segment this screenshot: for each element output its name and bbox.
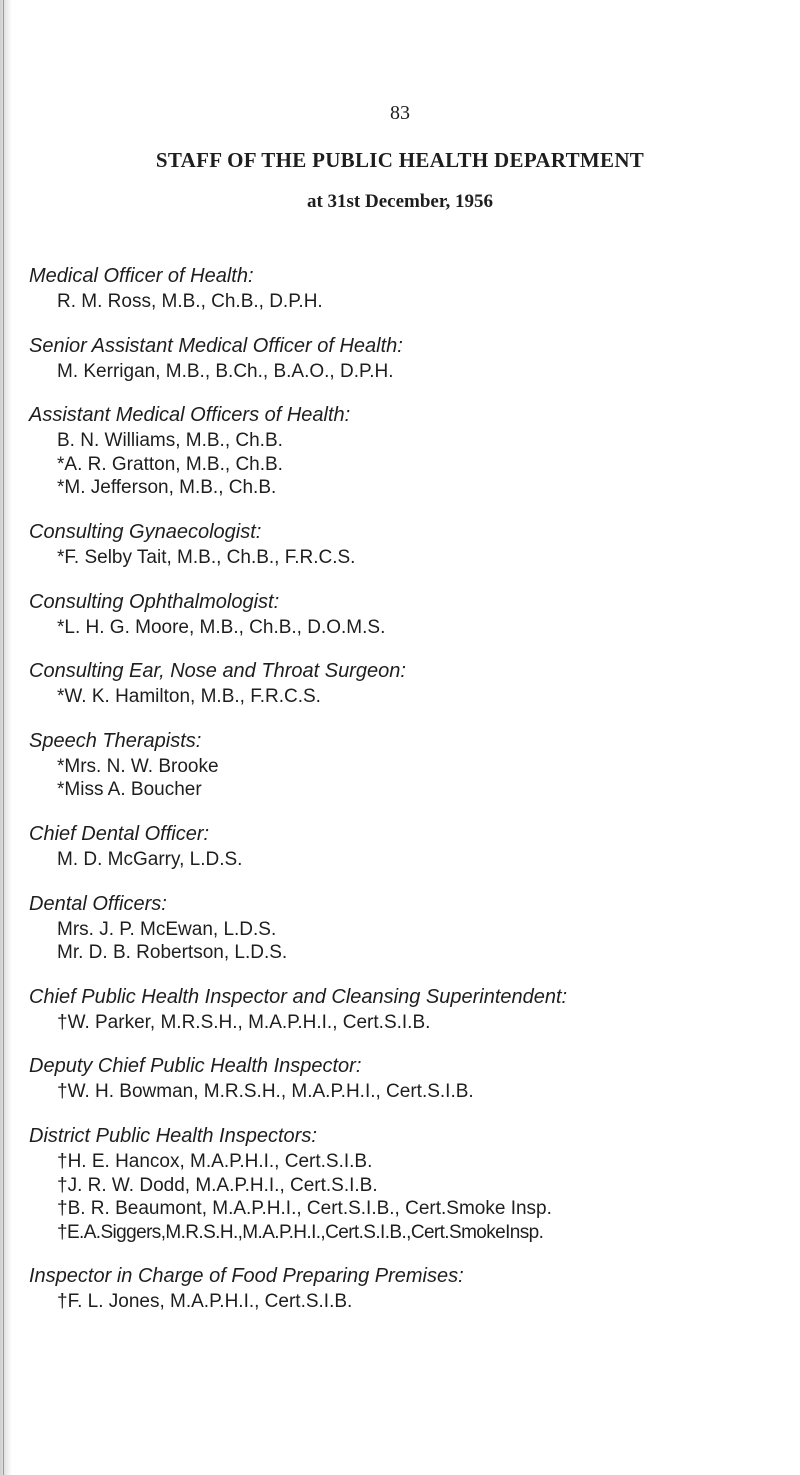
staff-member: *L. H. G. Moore, M.B., Ch.B., D.O.M.S.	[57, 616, 386, 638]
section-heading: Dental Officers:	[29, 892, 167, 915]
staff-member: M. D. McGarry, L.D.S.	[57, 848, 243, 870]
staff-section	[29, 1053, 789, 1104]
staff-names	[29, 616, 789, 640]
page-binding-shadow	[0, 0, 12, 1475]
staff-section	[29, 821, 789, 872]
staff-member: *A. R. Gratton, M.B., Ch.B.	[57, 453, 283, 475]
staff-names	[29, 546, 789, 570]
section-heading: Assistant Medical Officers of Health:	[29, 404, 351, 427]
staff-names	[29, 360, 789, 384]
staff-section	[29, 402, 789, 500]
staff-names	[29, 918, 789, 965]
staff-member: B. N. Williams, M.B., Ch.B.	[57, 430, 283, 452]
staff-member: *F. Selby Tait, M.B., Ch.B., F.R.C.S.	[57, 546, 356, 568]
page-binding-edge	[3, 0, 4, 1475]
staff-section	[29, 1123, 789, 1244]
staff-member: M. Kerrigan, M.B., B.Ch., B.A.O., D.P.H.	[57, 360, 394, 382]
staff-names	[29, 429, 789, 500]
staff-section	[29, 519, 789, 570]
section-heading: Speech Therapists:	[29, 729, 202, 752]
section-heading: District Public Health Inspectors:	[29, 1124, 317, 1147]
staff-section	[29, 589, 789, 640]
staff-member: †B. R. Beaumont, M.A.P.H.I., Cert.S.I.B., Cert.Smoke Insp.	[57, 1198, 552, 1220]
staff-section	[29, 1263, 789, 1314]
staff-member: R. M. Ross, M.B., Ch.B., D.P.H.	[57, 291, 323, 312]
section-heading: Chief Public Health Inspector and Cleansing Superintendent:	[29, 985, 568, 1008]
staff-member: †W. Parker, M.R.S.H., M.A.P.H.I., Cert.S.I.B.	[57, 1011, 431, 1033]
staff-member: Mrs. J. P. McEwan, L.D.S.	[57, 918, 277, 940]
staff-names	[29, 1290, 789, 1314]
section-heading: Consulting Ear, Nose and Throat Surgeon:	[29, 660, 406, 683]
staff-names	[29, 290, 789, 314]
staff-names	[29, 755, 789, 802]
section-heading: Medical Officer of Health:	[29, 265, 254, 287]
section-heading: Consulting Gynaecologist:	[29, 520, 262, 543]
staff-member: †W. H. Bowman, M.R.S.H., M.A.P.H.I., Cert.S.I.B.	[57, 1081, 474, 1103]
section-heading: Chief Dental Officer:	[29, 822, 210, 845]
document-title: STAFF OF THE PUBLIC HEALTH DEPARTMENT	[155, 148, 645, 172]
staff-member: Mr. D. B. Robertson, L.D.S.	[57, 942, 288, 964]
staff-names	[29, 848, 789, 872]
staff-names	[29, 685, 789, 709]
staff-names	[29, 1011, 789, 1035]
staff-member: *W. K. Hamilton, M.B., F.R.C.S.	[57, 686, 321, 708]
staff-member: †J. R. W. Dodd, M.A.P.H.I., Cert.S.I.B.	[57, 1174, 378, 1196]
section-heading: Inspector in Charge of Food Preparing Premises:	[29, 1265, 464, 1288]
staff-section	[29, 728, 789, 802]
staff-section	[29, 891, 789, 965]
staff-section	[29, 984, 789, 1035]
section-heading: Deputy Chief Public Health Inspector:	[29, 1055, 362, 1078]
staff-section	[29, 658, 789, 709]
staff-member: *Mrs. N. W. Brooke	[57, 755, 219, 777]
staff-member: *M. Jefferson, M.B., Ch.B.	[57, 477, 277, 499]
staff-member: †E.A.Siggers,M.R.S.H.,M.A.P.H.I.,Cert.S.I.B.,Cert.SmokeInsp.	[57, 1221, 544, 1243]
staff-section	[29, 263, 789, 314]
staff-member: †H. E. Hancox, M.A.P.H.I., Cert.S.I.B.	[57, 1150, 373, 1172]
staff-names	[29, 1150, 789, 1244]
staff-member: *Miss A. Boucher	[57, 779, 202, 801]
section-heading: Consulting Ophthalmologist:	[29, 590, 280, 613]
document-subtitle: at 31st December, 1956	[306, 191, 494, 212]
page-number: 83	[390, 102, 410, 124]
staff-member: †F. L. Jones, M.A.P.H.I., Cert.S.I.B.	[57, 1291, 353, 1313]
staff-list	[29, 263, 789, 1333]
staff-section	[29, 333, 789, 384]
staff-names	[29, 1080, 789, 1104]
section-heading: Senior Assistant Medical Officer of Health:	[29, 334, 403, 357]
